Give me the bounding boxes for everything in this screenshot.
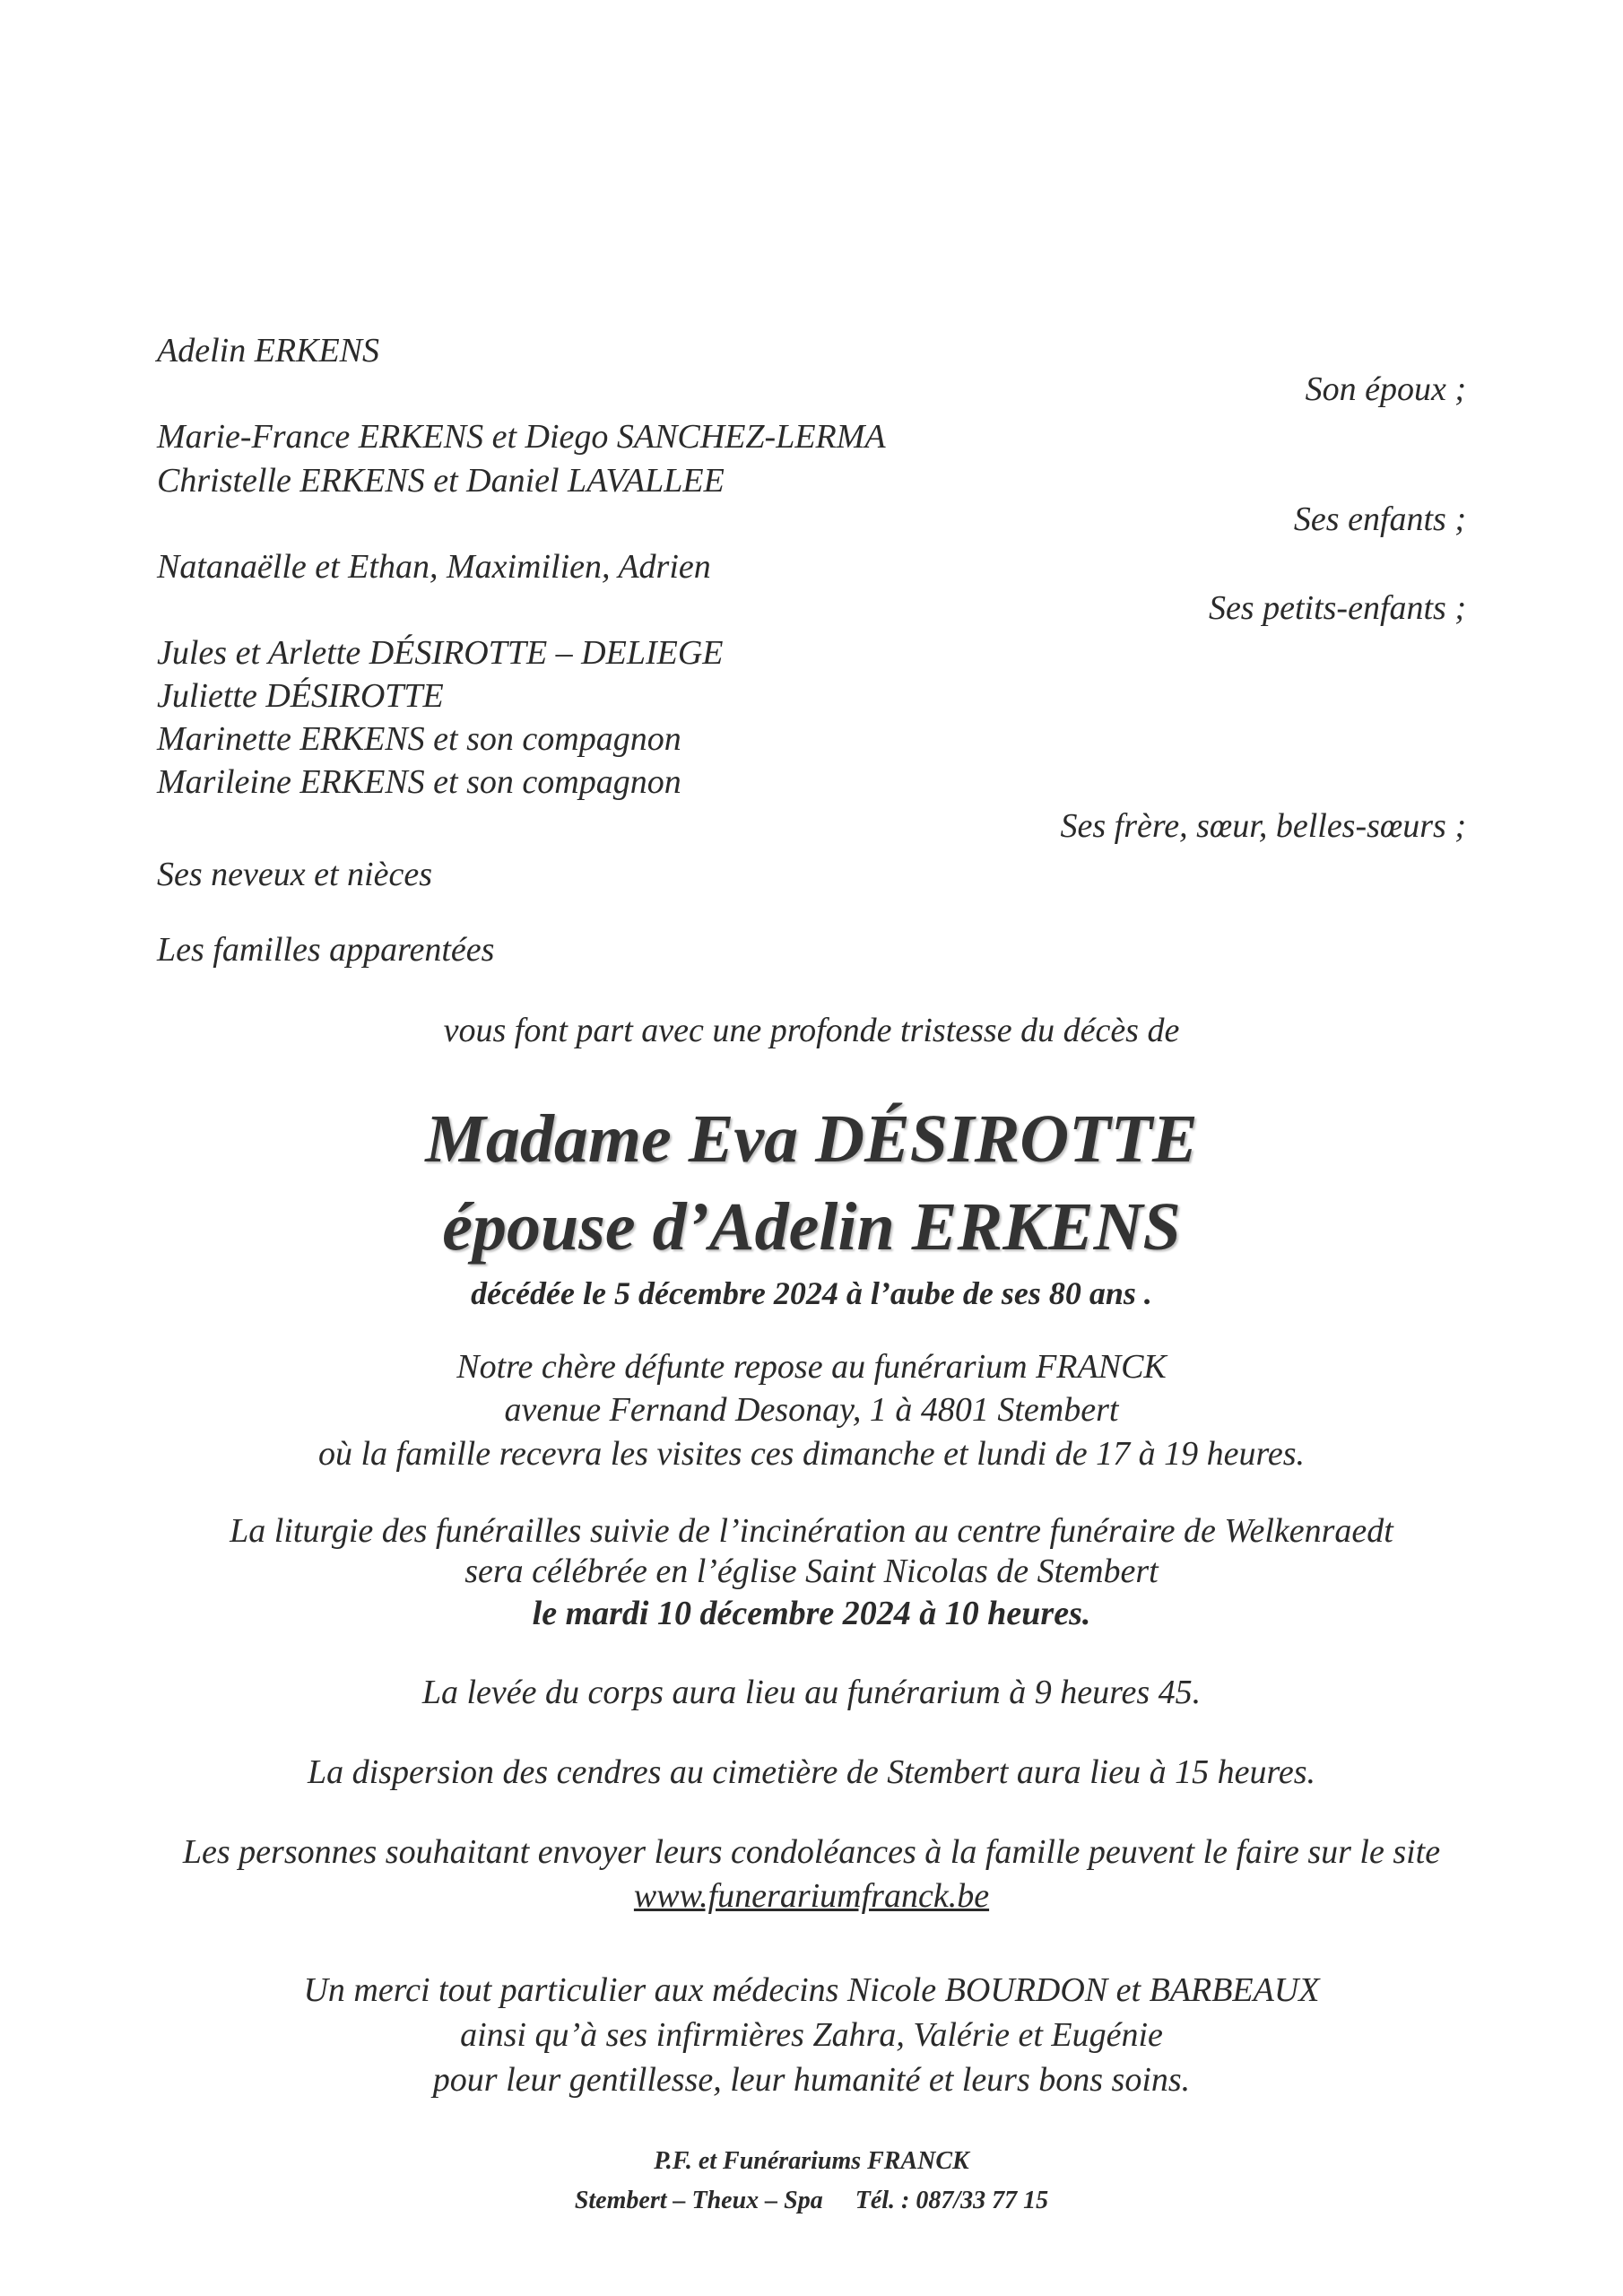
sibling-4: Marileine ERKENS et son compagnon [157, 763, 681, 801]
nephews-nieces: Ses neveux et nièces [157, 856, 432, 893]
child-2: Christelle ERKENS et Daniel LAVALLEE [157, 462, 725, 500]
rest-line-2: avenue Fernand Desonay, 1 à 4801 Stembert [504, 1391, 1119, 1429]
related-families: Les familles apparentées [157, 931, 495, 969]
thanks-line-1: Un merci tout particulier aux médecins Nicole BOURDON et BARBEAUX [303, 1971, 1320, 2009]
announcement: vous font part avec une profonde tristesse du décès de [443, 1012, 1180, 1049]
liturgy-line-2: sera célébrée en l’église Saint Nicolas de Stembert [464, 1552, 1159, 1590]
spouse-role: Son époux ; [1305, 370, 1466, 408]
deceased-name: Madame Eva DÉSIROTTE [425, 1101, 1198, 1177]
rest-line-1: Notre chère défunte repose au funérarium FRANCK [456, 1348, 1167, 1386]
sibling-2: Juliette DÉSIROTTE [157, 677, 444, 715]
rest-line-3: où la famille recevra les visites ces dimanche et lundi de 17 à 19 heures. [318, 1435, 1305, 1473]
child-1: Marie-France ERKENS et Diego SANCHEZ-LERMA [157, 418, 886, 456]
spouse-name: Adelin ERKENS [157, 332, 380, 370]
levee-du-corps: La levée du corps aura lieu au funérarium à 9 heures 45. [421, 1674, 1202, 1711]
footer-contact [0, 2188, 1623, 2213]
death-date-line: décédée le 5 décembre 2024 à l’aube de ses 80 ans . [471, 1275, 1152, 1311]
liturgy-line-1: La liturgie des funérailles suivie de l’incinération au centre funéraire de Welkenraedt [230, 1512, 1393, 1550]
grandchildren: Natanaëlle et Ethan, Maximilien, Adrien [157, 548, 711, 586]
footer-company: P.F. et Funérariums FRANCK [654, 2147, 969, 2175]
condolences-text: Les personnes souhaitant envoyer leurs condoléances à la famille peuvent le faire sur le site [182, 1833, 1441, 1871]
liturgy-date: le mardi 10 décembre 2024 à 10 heures. [532, 1595, 1091, 1632]
footer-locations: Stembert – Theux – Spa [574, 2187, 823, 2214]
website-link[interactable]: www.funerariumfranck.be [633, 1877, 990, 1915]
deceased-spouse-line: épouse d’Adelin ERKENS [442, 1189, 1181, 1265]
children-role: Ses enfants ; [1293, 500, 1466, 538]
grandchildren-role: Ses petits-enfants ; [1208, 589, 1466, 627]
siblings-role: Ses frère, sœur, belles-sœurs ; [1060, 807, 1466, 845]
footer-phone: Tél. : 087/33 77 15 [855, 2187, 1049, 2214]
sibling-1: Jules et Arlette DÉSIROTTE – DELIEGE [157, 634, 724, 672]
sibling-3: Marinette ERKENS et son compagnon [157, 720, 681, 758]
thanks-line-3: pour leur gentillesse, leur humanité et leurs bons soins. [432, 2061, 1191, 2099]
thanks-line-2: ainsi qu’à ses infirmières Zahra, Valérie et Eugénie [460, 2016, 1163, 2054]
ash-dispersion: La dispersion des cendres au cimetière de Stembert aura lieu à 15 heures. [308, 1753, 1315, 1791]
